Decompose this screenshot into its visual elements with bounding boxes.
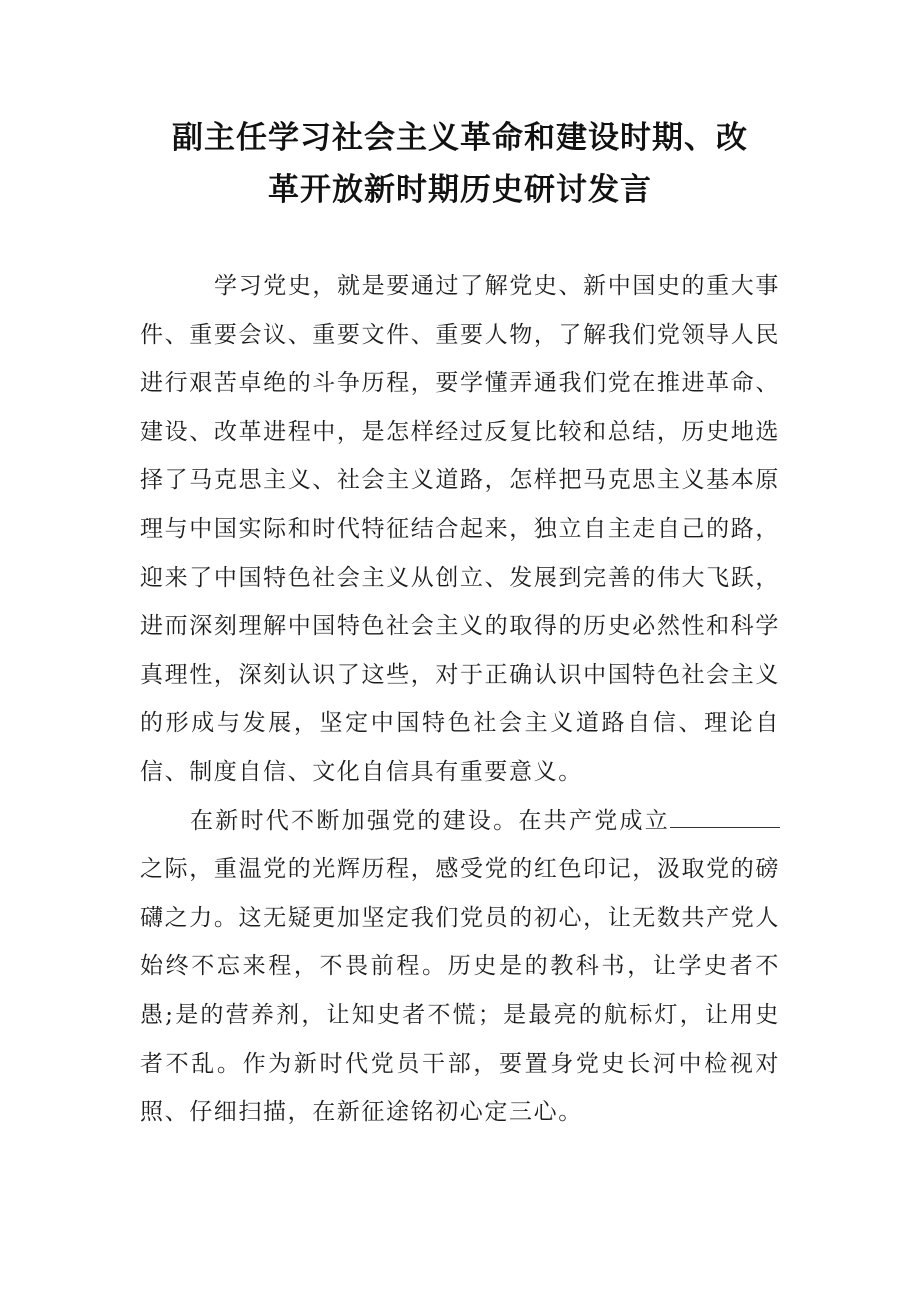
document-title xyxy=(140,112,780,216)
paragraph-2-lead: 在新时代不断加强党的建设。在共产党成立 xyxy=(190,807,670,834)
paragraph-2-rest: 之际，重温党的光辉历程，感受党的红色印记，汲取党的磅礴之力。这无疑更加坚定我们党员的初心，让无数共产党人始终不忘来程，不畏前程。历史是的教科书，让学史者不愚;是的营养剂，让知史者不慌；是最亮的航标灯，让用史者不乱。作为新时代党员干部，要置身党史长河中检视对照、仔细扫描，在新征途铭初心定三心。 xyxy=(140,856,780,1126)
document-body xyxy=(140,262,780,1137)
fill-in-blank xyxy=(670,807,780,828)
title-line-2: 革开放新时期历史研讨发言 xyxy=(268,172,652,208)
paragraph-2 xyxy=(140,797,780,1137)
paragraph-1: 学习党史，就是要通过了解党史、新中国史的重大事件、重要会议、重要文件、重要人物，了解我们党领导人民进行艰苦卓绝的斗争历程，要学懂弄通我们党在推进革命、建设、改革进程中，是怎样经过反复比较和总结，历史地选择了马克思主义、社会主义道路，怎样把马克思主义基本原理与中国实际和时代特征结合起来，独立自主走自己的路，迎来了中国特色社会主义从创立、发展到完善的伟大飞跃，进而深刻理解中国特色社会主义的取得的历史必然性和科学真理性，深刻认识了这些，对于正确认识中国特色社会主义的形成与发展，坚定中国特色社会主义道路自信、理论自信、制度自信、文化自信具有重要意义。 xyxy=(140,273,780,785)
title-line-1: 副主任学习社会主义革命和建设时期、改 xyxy=(172,120,748,156)
